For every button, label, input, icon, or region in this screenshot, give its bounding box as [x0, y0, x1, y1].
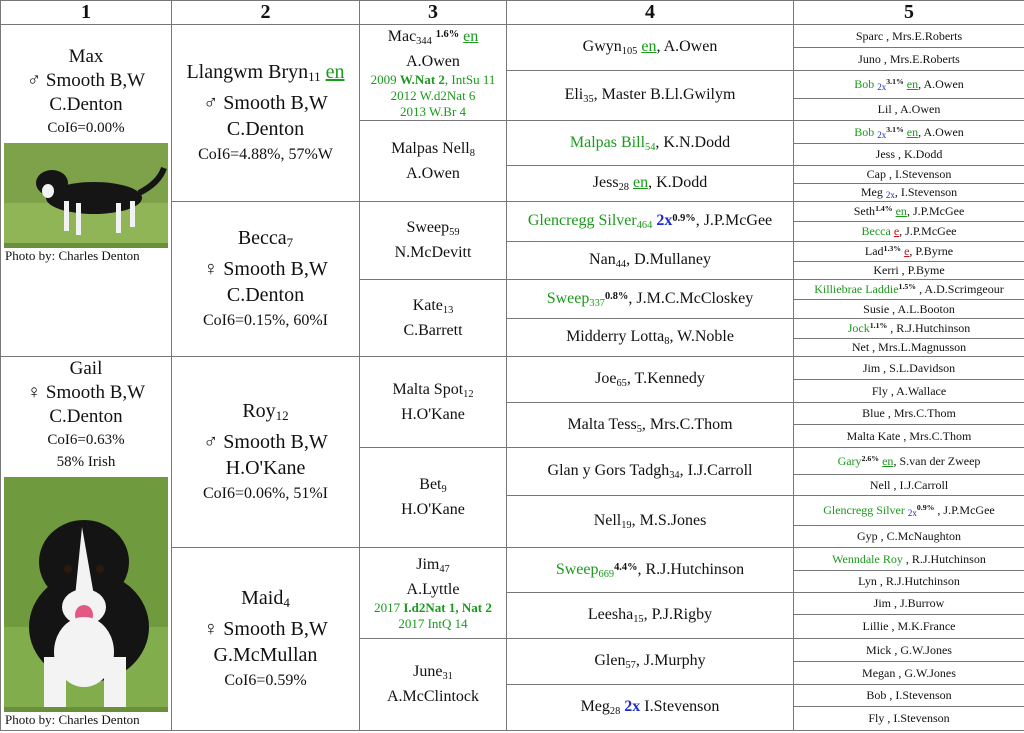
dog-owner: , K.N.Dodd	[655, 133, 731, 151]
sex-breed: ♂ Smooth B,W	[203, 91, 328, 114]
dog-number: 34	[669, 470, 680, 481]
coi-percent: 2.6%	[861, 453, 880, 463]
dog-name: Mick	[866, 642, 892, 657]
coi-value: CoI6=0.00%	[47, 120, 125, 136]
sex-breed: ♂ Smooth B,W	[203, 430, 328, 453]
dog-number: 669	[598, 568, 615, 580]
dog-name: Gyp	[857, 529, 878, 543]
achievement-extra: , IntSu 11	[444, 72, 496, 87]
dog-name: Leesha	[587, 606, 634, 623]
dog-name: Bob	[854, 77, 875, 91]
dog-name: Cap	[866, 167, 886, 181]
dog-owner: A.McClintock	[387, 688, 479, 705]
dog-owner: , T.Kennedy	[626, 370, 705, 387]
dog-number: 11	[308, 68, 321, 84]
dog-owner: , J.P.McGee	[695, 212, 773, 229]
dog-owner: , P.Byrne	[909, 244, 954, 258]
repeat-marker: 2x	[624, 698, 641, 715]
dog-name: Roy	[242, 399, 276, 422]
repeat-marker: 2x	[877, 82, 887, 92]
dog-owner: , Mrs.C.Thom	[884, 406, 956, 420]
gen5-dog	[794, 300, 1024, 319]
dog-owner: , R.J.Hutchinson	[902, 551, 986, 566]
dog-owner: C.Barrett	[403, 321, 463, 339]
dog-name: Sparc	[855, 28, 884, 43]
dog-name: Sweep	[555, 560, 599, 578]
gen-header-4: 4	[507, 1, 794, 25]
dog-owner: H.O'Kane	[225, 456, 306, 479]
gen4-dog	[507, 280, 794, 319]
gen-header-2: 2	[172, 1, 360, 25]
gen3-mac	[360, 25, 507, 121]
dog-owner: , J.Burrow	[891, 596, 945, 610]
coi-percent: 1.1%	[869, 321, 888, 330]
dog-owner: , Mrs.E.Roberts	[880, 51, 960, 66]
dog-number: 28	[609, 706, 621, 717]
gen4-dog	[507, 548, 794, 593]
dog-number: 57	[625, 660, 636, 671]
generation-header-row	[1, 1, 1024, 25]
dog-owner: , Mrs.L.Magnusson	[869, 340, 967, 354]
dog-number: 59	[449, 227, 460, 238]
dog-owner: , A.Owen	[891, 102, 941, 116]
dog-owner: C.Denton	[49, 406, 123, 427]
achievement-major: I.d2Nat 1, Nat 2	[403, 599, 492, 615]
gen1-gail	[1, 357, 172, 731]
gen1-max	[1, 25, 172, 357]
registry-link-en[interactable]: en	[906, 124, 919, 139]
gen3-nell	[360, 121, 507, 202]
dog-number: 15	[633, 614, 644, 625]
gen5-dog	[794, 121, 1024, 144]
dog-owner: A.Lyttle	[406, 580, 460, 598]
gen5-dog	[794, 448, 1024, 475]
dog-owner: , S.van der Zweep	[893, 453, 981, 468]
pedigree-row	[1, 357, 1024, 380]
dog-number: 12	[463, 388, 474, 400]
dog-owner: , G.W.Jones	[895, 665, 956, 680]
gen3-kate	[360, 280, 507, 357]
gen5-dog	[794, 685, 1024, 707]
gen5-dog	[794, 357, 1024, 380]
gen4-dog	[507, 71, 794, 121]
gen-header-3: 3	[360, 1, 507, 25]
dog-owner: , K.Dodd	[895, 147, 943, 161]
dog-photo	[4, 143, 168, 243]
dog-owner: , J.Murphy	[635, 652, 706, 669]
gen2-roy	[172, 357, 360, 548]
gen5-dog	[794, 593, 1024, 615]
dog-owner: , A.L.Booton	[889, 301, 955, 316]
dog-name: Gary	[837, 453, 862, 468]
dog-name: Juno	[858, 51, 881, 66]
dog-name: Lad	[864, 244, 884, 258]
gen3-june	[360, 639, 507, 731]
registry-link-en[interactable]: en	[882, 453, 894, 468]
irish-percent: 58% Irish	[56, 454, 116, 470]
dog-number: 8	[664, 336, 670, 347]
gen4-dog	[507, 357, 794, 403]
dog-owner: , I.Stevenson	[886, 688, 952, 702]
dog-owner: , G.W.Jones	[891, 642, 952, 657]
dog-number: 47	[439, 563, 450, 575]
dog-owner: , S.L.Davidson	[880, 360, 956, 375]
gen4-dog	[507, 202, 794, 242]
gen3-spot	[360, 357, 507, 448]
dog-name: Lyn	[858, 574, 877, 588]
registry-link-en[interactable]: en	[632, 174, 649, 191]
dog-name: Susie	[863, 301, 890, 316]
registry-link-e[interactable]: e	[893, 224, 900, 238]
dog-number: 13	[442, 304, 454, 316]
gen5-dog	[794, 615, 1024, 639]
dog-number: 44	[615, 259, 627, 270]
gen2-becca	[172, 202, 360, 357]
dog-name: Killiebrae Laddie	[814, 282, 899, 296]
dog-name: Eli	[564, 86, 584, 103]
dog-name: Llangwm Bryn	[186, 60, 309, 83]
gen3-sweep	[360, 202, 507, 280]
dog-name: Wenndale Roy	[832, 551, 903, 566]
dog-name: Maid	[241, 586, 284, 609]
dog-name: Glen	[594, 652, 626, 669]
dog-name: Bet	[419, 476, 442, 493]
dog-name: Jim	[862, 360, 881, 375]
gen4-dog	[507, 25, 794, 71]
dog-owner: , D.Mullaney	[626, 251, 711, 268]
gen5-dog	[794, 25, 1024, 48]
dog-owner: C.Denton	[49, 94, 123, 115]
dog-name: Fly	[868, 711, 885, 725]
dog-photo	[4, 477, 168, 707]
coi-percent: 0.9%	[916, 503, 935, 512]
dog-number: 344	[416, 36, 432, 47]
dog-owner: I.Stevenson	[640, 698, 720, 715]
gen5-dog	[794, 262, 1024, 280]
dog-number: 28	[618, 182, 629, 193]
registry-link-en[interactable]: en	[641, 38, 657, 55]
dog-owner: A.Owen	[406, 53, 460, 70]
coi-percent: 0.9%	[672, 213, 696, 224]
achievement-line: 2013 W.Br 4	[399, 104, 467, 119]
coi-percent: 1.5%	[898, 282, 917, 291]
gen2-bryn	[172, 25, 360, 202]
dog-owner: , K.Dodd	[648, 174, 708, 191]
dog-name: Gwyn	[582, 38, 622, 55]
sex-breed: ♀ Smooth B,W	[26, 382, 146, 403]
dog-name: Net	[851, 340, 870, 354]
gen5-dog	[794, 571, 1024, 593]
dog-owner: , M.K.France	[888, 619, 956, 633]
dog-name: Gail	[69, 358, 103, 379]
achievement-line	[360, 600, 506, 616]
dog-name: Sweep	[406, 219, 450, 236]
registry-link-en[interactable]: en	[325, 60, 345, 83]
dog-name: Kate	[412, 296, 443, 314]
dog-owner: , A.D.Scrimgeour	[916, 282, 1004, 296]
dog-owner: , A.Owen	[656, 38, 718, 55]
dog-owner: , I.Stevenson	[894, 185, 958, 199]
coi-percent: 3.1%	[886, 77, 904, 86]
achievement-line	[360, 72, 506, 88]
gen3-jim	[360, 548, 507, 639]
gen4-dog	[507, 593, 794, 639]
sex-breed: ♀ Smooth B,W	[203, 617, 328, 640]
repeat-marker: 2x	[885, 190, 895, 200]
dog-name: Nan	[589, 251, 616, 268]
gen5-dog	[794, 548, 1024, 571]
dog-owner: H.O'Kane	[401, 405, 465, 423]
dog-owner: , R.J.Hutchinson	[887, 321, 971, 335]
dog-name: Blue	[862, 406, 885, 420]
dog-number: 35	[583, 94, 594, 105]
registry-link-en[interactable]: en	[895, 204, 907, 218]
gen5-dog	[794, 380, 1024, 403]
registry-link-e[interactable]: e	[904, 244, 910, 258]
dog-name: Malta Spot	[392, 380, 464, 398]
dog-name: Midderry Lotta	[566, 328, 665, 345]
dog-owner: , A.Owen	[918, 124, 964, 139]
dog-name: June	[413, 663, 443, 680]
gen5-dog	[794, 496, 1024, 526]
dog-name: Becca	[237, 226, 287, 249]
dog-name: Glan y Gors Tadgh	[547, 462, 670, 479]
repeat-marker: 2x	[877, 129, 887, 140]
coi-percent: 1.4%	[875, 204, 893, 213]
dog-name: Jock	[847, 321, 870, 335]
dog-owner: , W.Noble	[669, 328, 734, 345]
achievement-major: W.Nat 2	[399, 72, 445, 87]
dog-owner: , R.J.Hutchinson	[637, 560, 745, 578]
dog-name: Mac	[387, 28, 417, 45]
dog-number: 65	[616, 378, 627, 389]
gen5-dog	[794, 526, 1024, 548]
dog-owner: , P.Byme	[898, 263, 945, 277]
gen5-dog	[794, 425, 1024, 448]
dog-number: 8	[469, 147, 475, 159]
coi-value: CoI6=0.15%, 60%I	[202, 311, 328, 329]
dog-name: Malpas Nell	[391, 139, 470, 157]
gen5-dog	[794, 99, 1024, 121]
dog-number: 7	[286, 234, 294, 250]
dog-number: 54	[645, 141, 656, 153]
dog-name: Bob	[854, 124, 875, 139]
gen4-dog	[507, 403, 794, 448]
dog-name: Lillie	[862, 619, 889, 633]
gen5-dog	[794, 707, 1024, 731]
dog-number: 31	[442, 671, 453, 682]
achievement-line: 2017 IntQ 14	[398, 615, 468, 631]
dog-number: 337	[589, 297, 605, 309]
dog-owner: , J.P.McGee	[899, 224, 957, 238]
gen5-dog	[794, 475, 1024, 496]
dog-name: Seth	[853, 204, 876, 218]
coi-value: CoI6=0.59%	[224, 671, 307, 689]
dog-number: 9	[441, 484, 447, 495]
achievement-year: 2009	[370, 72, 400, 87]
dog-name: Glencregg Silver	[527, 212, 637, 229]
coi-value: CoI6=0.06%, 51%I	[202, 484, 328, 502]
dog-name: Malta Tess	[567, 415, 637, 433]
pedigree-body	[1, 25, 1024, 731]
coi-value: CoI6=4.88%, 57%W	[198, 145, 333, 163]
dog-owner: , Mrs.C.Thom	[900, 428, 972, 443]
dog-name: Fly	[871, 383, 888, 398]
gen5-dog	[794, 166, 1024, 184]
dog-name: Lil	[877, 102, 892, 116]
coi-percent: 1.6%	[435, 29, 460, 40]
dog-owner: , C.McNaughton	[877, 529, 961, 543]
dog-name: Meg	[580, 698, 610, 715]
repeat-marker: 2x	[907, 508, 917, 518]
dog-name: Jess	[592, 174, 619, 191]
achievement-year: 2017	[374, 599, 404, 615]
dog-name: Nell	[869, 477, 891, 492]
dog-owner: , Mrs.E.Roberts	[883, 28, 963, 43]
dog-name: Meg	[860, 185, 883, 199]
dog-name: Becca	[861, 224, 891, 238]
gen5-dog	[794, 144, 1024, 166]
dog-number: 19	[621, 520, 632, 531]
gen5-dog	[794, 403, 1024, 425]
dog-name: Jim	[873, 596, 891, 610]
photo-credit: Photo by: Charles Denton	[5, 248, 140, 263]
dog-owner: H.O'Kane	[401, 501, 465, 518]
gen5-dog	[794, 662, 1024, 685]
coi-percent: 1.3%	[883, 244, 902, 253]
dog-name: Jess	[875, 147, 895, 161]
gen4-dog	[507, 166, 794, 202]
gen4-dog	[507, 639, 794, 685]
gen5-dog	[794, 280, 1024, 300]
gen5-dog	[794, 242, 1024, 262]
dog-owner: G.McMullan	[213, 643, 318, 666]
dog-name: Bob	[866, 688, 887, 702]
dog-number: 105	[621, 46, 638, 57]
dog-name: Malpas Bill	[569, 133, 646, 151]
dog-name: Jim	[416, 555, 440, 573]
dog-owner: , Master B.Ll.Gwilym	[593, 86, 736, 103]
sex-breed: ♂ Smooth B,W	[26, 70, 146, 91]
gen4-dog	[507, 121, 794, 166]
gen-header-5: 5	[794, 1, 1024, 25]
gen3-bet	[360, 448, 507, 548]
dog-number: 464	[636, 220, 653, 231]
coi-percent: 0.8%	[604, 290, 629, 302]
registry-link-en[interactable]: en	[906, 77, 919, 91]
dog-owner: , M.S.Jones	[631, 512, 707, 529]
gen5-dog	[794, 319, 1024, 339]
pedigree-row	[1, 25, 1024, 48]
sex-breed: ♀ Smooth B,W	[203, 257, 328, 280]
gen4-dog	[507, 496, 794, 548]
dog-owner: C.Denton	[226, 283, 305, 306]
achievement-line: 2012 W.d2Nat 6	[390, 88, 476, 103]
gen4-dog	[507, 685, 794, 731]
dog-name: Kerri	[873, 263, 899, 277]
gen5-dog	[794, 222, 1024, 242]
gen4-dog	[507, 242, 794, 280]
dog-owner: C.Denton	[226, 117, 305, 140]
dog-name: Max	[68, 46, 104, 67]
photo-credit: Photo by: Charles Denton	[5, 712, 140, 727]
dog-owner: , I.J.Carroll	[679, 462, 753, 479]
dog-owner: , R.J.Hutchinson	[876, 574, 960, 588]
registry-link-en[interactable]: en	[463, 28, 479, 45]
dog-owner: , J.P.McGee	[934, 503, 995, 517]
dog-name: Glencregg Silver	[823, 503, 905, 517]
gen4-dog	[507, 448, 794, 496]
dog-owner: , I.J.Carroll	[890, 477, 949, 492]
gen4-dog	[507, 319, 794, 357]
gen-header-1: 1	[1, 1, 172, 25]
dog-owner: , I.Stevenson	[884, 711, 950, 725]
gen5-dog	[794, 339, 1024, 357]
dog-name: Sweep	[546, 289, 590, 307]
coi-value: CoI6=0.63%	[47, 432, 125, 448]
dog-owner: , J.M.C.McCloskey	[628, 289, 754, 307]
dog-owner: , A.Wallace	[887, 383, 947, 398]
dog-owner: , I.Stevenson	[886, 167, 952, 181]
gen5-dog	[794, 71, 1024, 99]
repeat-marker: 2x	[656, 212, 673, 229]
gen5-dog	[794, 48, 1024, 71]
gen5-dog	[794, 202, 1024, 222]
dog-owner: , P.J.Rigby	[643, 606, 713, 623]
gen5-dog	[794, 639, 1024, 662]
dog-owner: , J.P.McGee	[906, 204, 965, 218]
gen2-maid	[172, 548, 360, 731]
dog-owner: , Mrs.C.Thom	[641, 415, 733, 433]
dog-name: Nell	[593, 512, 622, 529]
coi-percent: 3.1%	[886, 124, 904, 134]
dog-number: 4	[283, 594, 290, 610]
dog-owner: N.McDevitt	[394, 244, 472, 261]
dog-owner: , A.Owen	[918, 77, 964, 91]
dog-number: 5	[636, 423, 642, 435]
dog-name: Joe	[595, 370, 617, 387]
dog-name: Megan	[862, 665, 896, 680]
dog-name: Malta Kate	[846, 428, 901, 443]
dog-owner: A.Owen	[406, 164, 460, 182]
dog-number: 12	[275, 407, 289, 423]
coi-percent: 4.4%	[614, 561, 638, 573]
gen5-dog	[794, 184, 1024, 202]
